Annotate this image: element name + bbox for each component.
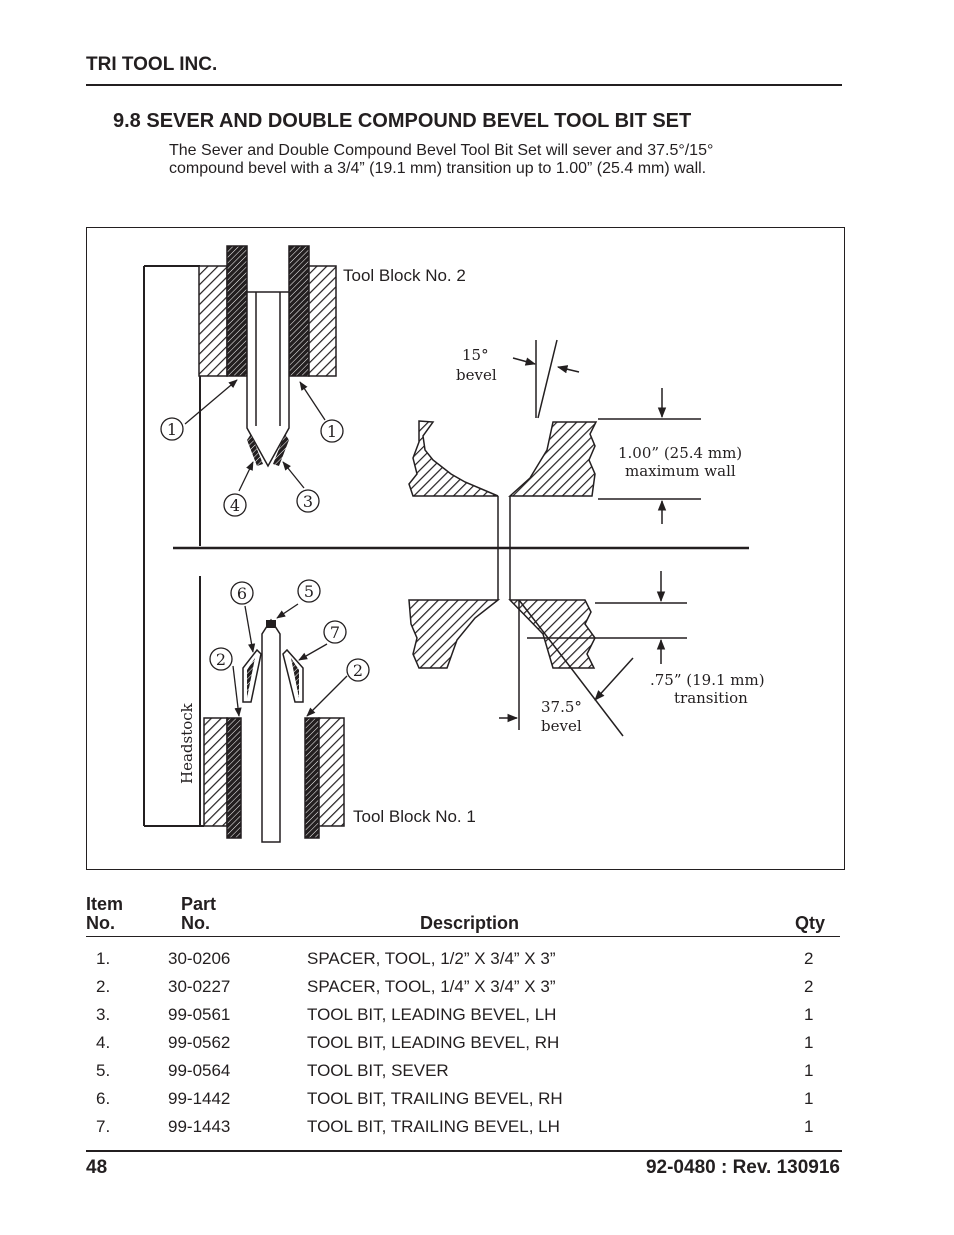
tool-bit-diagram — [86, 227, 845, 870]
tool-block-2-label: Tool Block No. 2 — [343, 266, 466, 285]
page-number: 48 — [86, 1157, 108, 1178]
table-row: 6. 99-1442 TOOL BIT, TRAILING BEVEL, RH 1 — [96, 1089, 814, 1108]
svg-text:3: 3 — [302, 492, 314, 511]
tool-block-1-label: Tool Block No. 1 — [353, 807, 476, 826]
svg-text:5: 5 — [303, 582, 315, 601]
callout-5 — [298, 580, 320, 602]
callout-7 — [324, 621, 346, 643]
callout-4 — [224, 494, 246, 516]
svg-text:2: 2 — [352, 661, 364, 680]
section-title: 9.8 SEVER AND DOUBLE COMPOUND BEVEL TOOL BIT SET — [113, 110, 692, 132]
svg-text:1: 1 — [326, 422, 338, 441]
bevel-15-annotation — [513, 340, 579, 418]
bevel-37-label-b: bevel — [541, 717, 582, 735]
col-header-item: Item No. — [86, 894, 124, 933]
svg-text:2: 2 — [215, 650, 227, 669]
intro-line-1: The Sever and Double Compound Bevel Tool Bit Set will sever and 37.5°/15° — [169, 142, 714, 159]
headstock-label: Headstock — [178, 703, 196, 784]
svg-text:1: 1 — [166, 420, 178, 439]
diagram-svg — [87, 228, 846, 871]
table-row: 7. 99-1443 TOOL BIT, TRAILING BEVEL, LH 1 — [96, 1117, 814, 1136]
wall-label-b: maximum wall — [625, 462, 736, 480]
svg-text:6: 6 — [236, 584, 248, 603]
bevel-15-label-a: 15° — [462, 346, 489, 364]
header-rule — [86, 84, 842, 86]
callout-1-left — [161, 418, 183, 440]
callout-3 — [297, 490, 319, 512]
svg-text:7: 7 — [329, 623, 341, 642]
table-row: 3. 99-0561 TOOL BIT, LEADING BEVEL, LH 1 — [96, 1005, 814, 1024]
intro-line-2: compound bevel with a 3/4” (19.1 mm) transition up to 1.00” (25.4 mm) wall. — [169, 160, 707, 177]
pipe-wall-bottom — [409, 600, 595, 668]
col-header-part: Part No. — [181, 894, 217, 933]
svg-text:4: 4 — [229, 496, 241, 515]
table-row: 1. 30-0206 SPACER, TOOL, 1/2” X 3/4” X 3” 2 — [96, 949, 814, 968]
company-name: TRI TOOL INC. — [86, 54, 218, 75]
table-row: 5. 99-0564 TOOL BIT, SEVER 1 — [96, 1061, 814, 1080]
document-revision: 92-0480 : Rev. 130916 — [645, 1157, 840, 1178]
callout-1-right — [321, 420, 343, 442]
transition-label-b: transition — [674, 689, 748, 707]
col-header-description: Description — [420, 913, 520, 933]
col-header-qty: Qty — [795, 913, 826, 933]
bevel-37-label-a: 37.5° — [541, 698, 582, 716]
callout-2-right — [347, 659, 369, 681]
footer-rule — [86, 1150, 842, 1152]
pipe-wall-top — [409, 421, 596, 496]
transition-label-a: .75” (19.1 mm) — [650, 671, 765, 689]
table-row: 4. 99-0562 TOOL BIT, LEADING BEVEL, RH 1 — [96, 1033, 814, 1052]
table-row: 2. 30-0227 SPACER, TOOL, 1/4” X 3/4” X 3” 2 — [96, 977, 814, 996]
wall-label-a: 1.00” (25.4 mm) — [618, 444, 743, 462]
tool-block-2 — [199, 246, 336, 466]
callout-6 — [231, 582, 253, 604]
intro-paragraph — [169, 142, 829, 178]
callout-2-left — [210, 648, 232, 670]
bevel-15-label-b: bevel — [456, 366, 497, 384]
table-header-rule — [86, 936, 840, 937]
